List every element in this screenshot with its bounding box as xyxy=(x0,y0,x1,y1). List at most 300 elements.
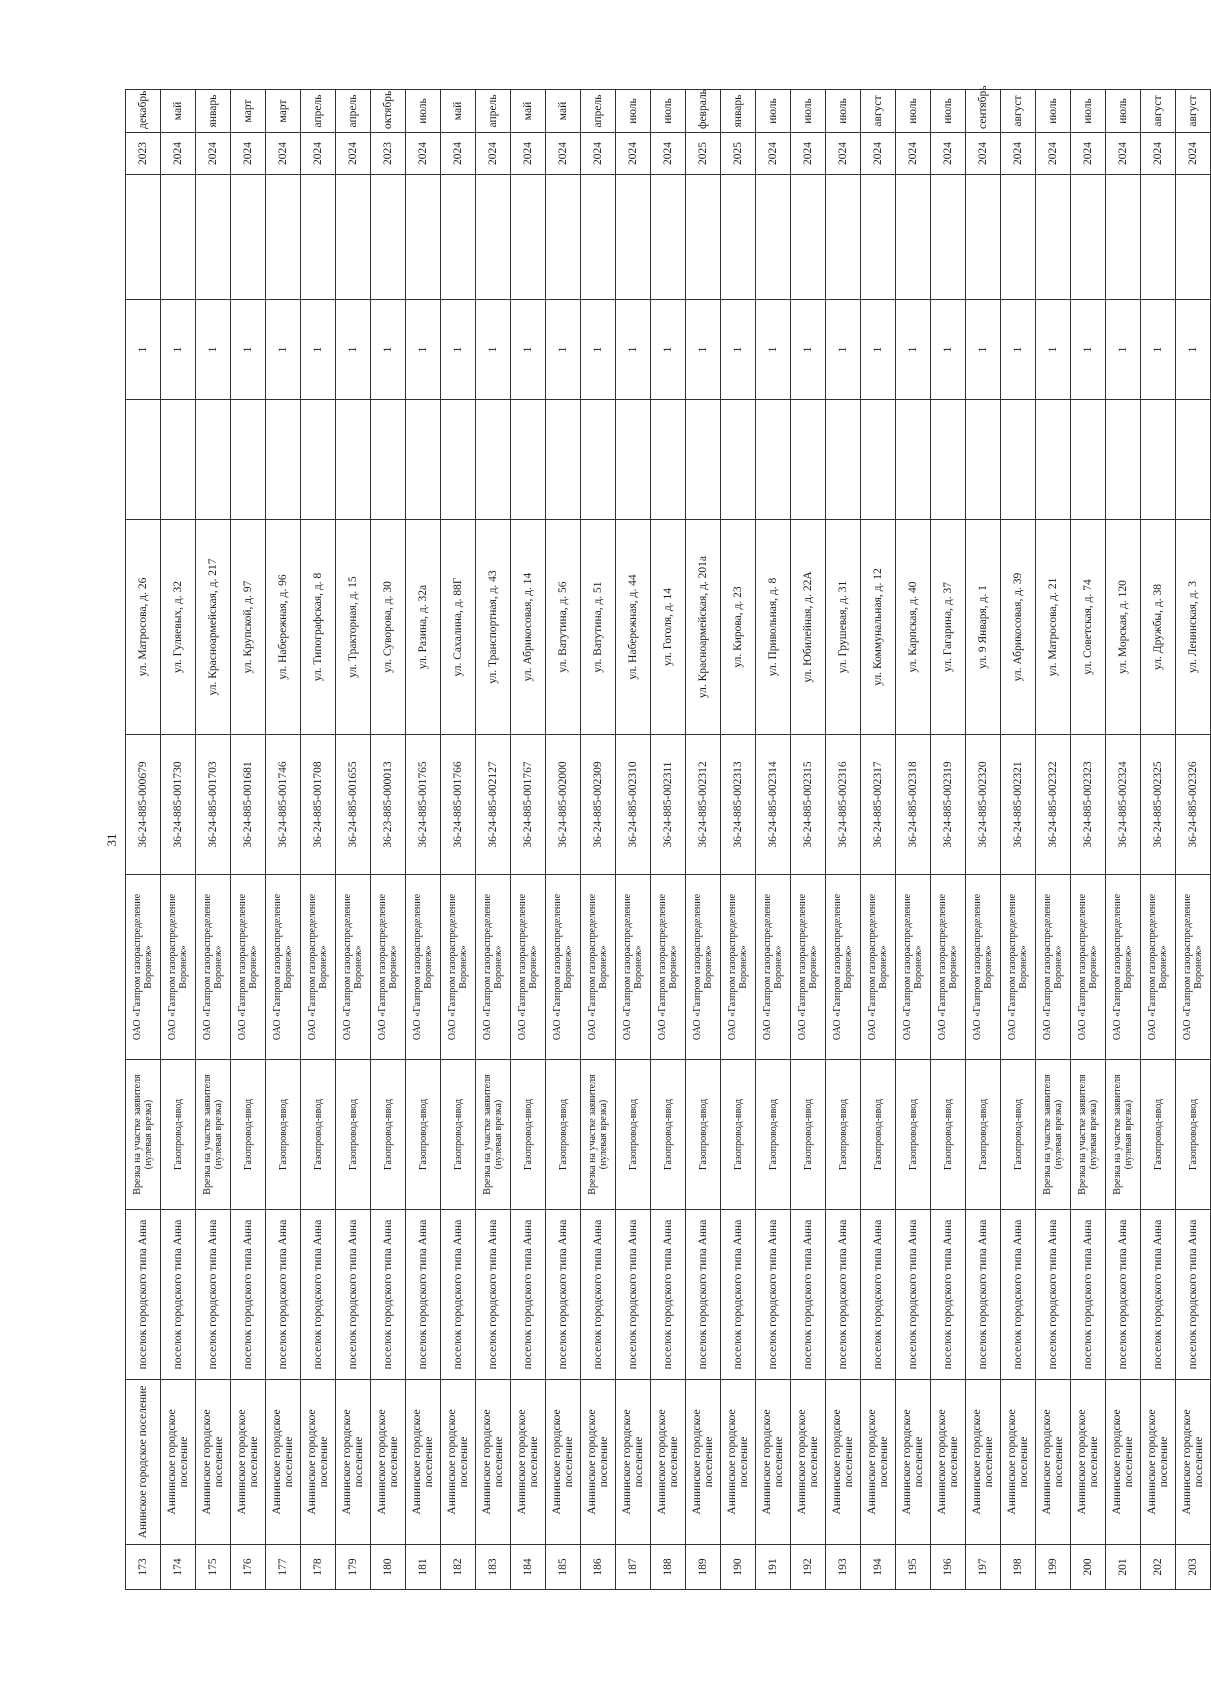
month-cell: июль xyxy=(1106,90,1141,133)
settlement-cell: Аннинское городское поселение xyxy=(406,1380,441,1545)
settlement-cell: Аннинское городское поселение xyxy=(616,1380,651,1545)
table-row xyxy=(896,90,931,1590)
connection-type-cell: Газопровод-ввод xyxy=(336,1060,371,1210)
connection-type-cell: Газопровод-ввод xyxy=(1176,1060,1211,1210)
organization-cell: ОАО «Газпром газораспределение Воронеж» xyxy=(441,875,476,1060)
row-number: 192 xyxy=(791,1545,826,1590)
organization-cell: ОАО «Газпром газораспределение Воронеж» xyxy=(301,875,336,1060)
quantity-cell: 1 xyxy=(651,300,686,400)
settlement-cell: Аннинское городское поселение xyxy=(196,1380,231,1545)
organization-cell: ОАО «Газпром газораспределение Воронеж» xyxy=(1001,875,1036,1060)
quantity-cell: 1 xyxy=(896,300,931,400)
locality-cell: поселок городского типа Анна xyxy=(791,1210,826,1380)
year-cell: 2024 xyxy=(161,133,196,175)
month-cell: апрель xyxy=(301,90,336,133)
connection-type-cell: Газопровод-ввод xyxy=(511,1060,546,1210)
code-cell: 36-23-885-000013 xyxy=(371,735,406,875)
connection-type-cell: Газопровод-ввод xyxy=(966,1060,1001,1210)
table-row xyxy=(231,90,266,1590)
code-cell: 36-24-885-002311 xyxy=(651,735,686,875)
table-body xyxy=(126,85,1211,1590)
organization-cell: ОАО «Газпром газораспределение Воронеж» xyxy=(1141,875,1176,1060)
locality-cell: поселок городского типа Анна xyxy=(616,1210,651,1380)
locality-cell: поселок городского типа Анна xyxy=(371,1210,406,1380)
empty-cell xyxy=(896,400,931,520)
row-number: 176 xyxy=(231,1545,266,1590)
address-cell: ул. Набережная, д. 44 xyxy=(616,520,651,735)
locality-cell: поселок городского типа Анна xyxy=(686,1210,721,1380)
locality-cell: поселок городского типа Анна xyxy=(196,1210,231,1380)
locality-cell: поселок городского типа Анна xyxy=(126,1210,161,1380)
code-cell: 36-24-885-001703 xyxy=(196,735,231,875)
table-row xyxy=(1106,90,1141,1590)
empty-cell xyxy=(1071,175,1106,300)
settlement-cell: Аннинское городское поселение xyxy=(931,1380,966,1545)
empty-cell xyxy=(651,175,686,300)
quantity-cell: 1 xyxy=(581,300,616,400)
year-cell: 2025 xyxy=(721,133,756,175)
table-row xyxy=(756,90,791,1590)
connection-type-cell: Врезка на участке заявителя (нулевая врезка) xyxy=(1036,1060,1071,1210)
month-cell: июль xyxy=(1071,90,1106,133)
row-number: 188 xyxy=(651,1545,686,1590)
year-cell: 2024 xyxy=(266,133,301,175)
row-number: 202 xyxy=(1141,1545,1176,1590)
row-number: 203 xyxy=(1176,1545,1211,1590)
locality-cell: поселок городского типа Анна xyxy=(161,1210,196,1380)
settlement-cell: Аннинское городское поселение xyxy=(791,1380,826,1545)
quantity-cell: 1 xyxy=(686,300,721,400)
row-number: 186 xyxy=(581,1545,616,1590)
empty-cell xyxy=(1176,175,1211,300)
settlement-cell: Аннинское городское поселение xyxy=(756,1380,791,1545)
quantity-cell: 1 xyxy=(931,300,966,400)
code-cell: 36-24-885-002127 xyxy=(476,735,511,875)
month-cell: февраль xyxy=(686,90,721,133)
organization-cell: ОАО «Газпром газораспределение Воронеж» xyxy=(721,875,756,1060)
year-cell: 2024 xyxy=(231,133,266,175)
quantity-cell: 1 xyxy=(791,300,826,400)
table-row xyxy=(686,90,721,1590)
organization-cell: ОАО «Газпром газораспределение Воронеж» xyxy=(931,875,966,1060)
month-cell: август xyxy=(1141,90,1176,133)
row-number: 173 xyxy=(126,1545,161,1590)
locality-cell: поселок городского типа Анна xyxy=(231,1210,266,1380)
row-number: 187 xyxy=(616,1545,651,1590)
year-cell: 2024 xyxy=(476,133,511,175)
quantity-cell: 1 xyxy=(301,300,336,400)
connection-type-cell: Газопровод-ввод xyxy=(161,1060,196,1210)
empty-cell xyxy=(756,175,791,300)
row-number: 182 xyxy=(441,1545,476,1590)
table-row xyxy=(966,90,1001,1590)
row-number: 180 xyxy=(371,1545,406,1590)
quantity-cell: 1 xyxy=(721,300,756,400)
month-cell: март xyxy=(266,90,301,133)
year-cell: 2024 xyxy=(1106,133,1141,175)
address-cell: ул. Абрикосовая, д. 14 xyxy=(511,520,546,735)
quantity-cell: 1 xyxy=(1071,300,1106,400)
connection-type-cell: Врезка на участке заявителя (нулевая врезка) xyxy=(1106,1060,1141,1210)
code-cell: 36-24-885-001766 xyxy=(441,735,476,875)
empty-cell xyxy=(966,175,1001,300)
row-number: 191 xyxy=(756,1545,791,1590)
locality-cell: поселок городского типа Анна xyxy=(721,1210,756,1380)
table-row xyxy=(511,90,546,1590)
empty-cell xyxy=(1071,400,1106,520)
row-number: 194 xyxy=(861,1545,896,1590)
quantity-cell: 1 xyxy=(616,300,651,400)
year-cell: 2023 xyxy=(126,133,161,175)
address-cell: ул. Гоголя, д. 14 xyxy=(651,520,686,735)
quantity-cell: 1 xyxy=(966,300,1001,400)
month-cell: октябрь xyxy=(371,90,406,133)
settlement-cell: Аннинское городское поселение xyxy=(861,1380,896,1545)
month-cell: июль xyxy=(651,90,686,133)
connection-type-cell: Газопровод-ввод xyxy=(1141,1060,1176,1210)
empty-cell xyxy=(546,400,581,520)
table-row xyxy=(616,90,651,1590)
year-cell: 2024 xyxy=(581,133,616,175)
quantity-cell: 1 xyxy=(1001,300,1036,400)
locality-cell: поселок городского типа Анна xyxy=(266,1210,301,1380)
empty-cell xyxy=(791,400,826,520)
locality-cell: поселок городского типа Анна xyxy=(406,1210,441,1380)
empty-cell xyxy=(126,400,161,520)
code-cell: 36-24-885-000679 xyxy=(126,735,161,875)
year-cell: 2024 xyxy=(931,133,966,175)
empty-cell xyxy=(476,175,511,300)
code-cell: 36-24-885-001655 xyxy=(336,735,371,875)
empty-cell xyxy=(826,175,861,300)
table-row xyxy=(406,90,441,1590)
quantity-cell: 1 xyxy=(1106,300,1141,400)
code-cell: 36-24-885-002316 xyxy=(826,735,861,875)
address-cell: ул. Набережная, д. 96 xyxy=(266,520,301,735)
address-cell: ул. Ватутина, д. 51 xyxy=(581,520,616,735)
month-cell: сентябрь xyxy=(966,90,1001,133)
empty-cell xyxy=(686,175,721,300)
quantity-cell: 1 xyxy=(231,300,266,400)
month-cell: июль xyxy=(931,90,966,133)
locality-cell: поселок городского типа Анна xyxy=(546,1210,581,1380)
row-number: 174 xyxy=(161,1545,196,1590)
settlement-cell: Аннинское городское поселение xyxy=(1071,1380,1106,1545)
empty-cell xyxy=(686,400,721,520)
locality-cell: поселок городского типа Анна xyxy=(826,1210,861,1380)
year-cell: 2023 xyxy=(371,133,406,175)
organization-cell: ОАО «Газпром газораспределение Воронеж» xyxy=(756,875,791,1060)
locality-cell: поселок городского типа Анна xyxy=(861,1210,896,1380)
table-row xyxy=(651,90,686,1590)
code-cell: 36-24-885-002322 xyxy=(1036,735,1071,875)
month-cell: май xyxy=(161,90,196,133)
code-cell: 36-24-885-002325 xyxy=(1141,735,1176,875)
month-cell: декабрь xyxy=(126,90,161,133)
address-cell: ул. Карпская, д. 40 xyxy=(896,520,931,735)
connection-type-cell: Газопровод-ввод xyxy=(231,1060,266,1210)
row-number: 196 xyxy=(931,1545,966,1590)
quantity-cell: 1 xyxy=(756,300,791,400)
code-cell: 36-24-885-002313 xyxy=(721,735,756,875)
rotated-table-container xyxy=(125,85,1205,1590)
month-cell: август xyxy=(861,90,896,133)
connection-type-cell: Газопровод-ввод xyxy=(826,1060,861,1210)
year-cell: 2024 xyxy=(896,133,931,175)
connection-type-cell: Газопровод-ввод xyxy=(616,1060,651,1210)
code-cell: 36-24-885-002312 xyxy=(686,735,721,875)
code-cell: 36-24-885-002326 xyxy=(1176,735,1211,875)
table-viewport xyxy=(125,85,1205,1590)
code-cell: 36-24-885-002309 xyxy=(581,735,616,875)
empty-cell xyxy=(266,400,301,520)
empty-cell xyxy=(231,175,266,300)
locality-cell: поселок городского типа Анна xyxy=(581,1210,616,1380)
organization-cell: ОАО «Газпром газораспределение Воронеж» xyxy=(336,875,371,1060)
table-row xyxy=(441,90,476,1590)
organization-cell: ОАО «Газпром газораспределение Воронеж» xyxy=(266,875,301,1060)
empty-cell xyxy=(1001,175,1036,300)
quantity-cell: 1 xyxy=(546,300,581,400)
row-number: 193 xyxy=(826,1545,861,1590)
empty-cell xyxy=(371,400,406,520)
table-row xyxy=(476,90,511,1590)
empty-cell xyxy=(336,175,371,300)
year-cell: 2024 xyxy=(1001,133,1036,175)
connection-type-cell: Газопровод-ввод xyxy=(546,1060,581,1210)
empty-cell xyxy=(861,175,896,300)
table-row xyxy=(161,90,196,1590)
table-row xyxy=(301,90,336,1590)
address-cell: ул. Крупской, д. 97 xyxy=(231,520,266,735)
empty-cell xyxy=(546,175,581,300)
empty-cell xyxy=(406,175,441,300)
quantity-cell: 1 xyxy=(826,300,861,400)
empty-cell xyxy=(266,175,301,300)
code-cell: 36-24-885-002323 xyxy=(1071,735,1106,875)
year-cell: 2024 xyxy=(546,133,581,175)
locality-cell: поселок городского типа Анна xyxy=(651,1210,686,1380)
organization-cell: ОАО «Газпром газораспределение Воронеж» xyxy=(966,875,1001,1060)
code-cell: 36-24-885-001730 xyxy=(161,735,196,875)
organization-cell: ОАО «Газпром газораспределение Воронеж» xyxy=(791,875,826,1060)
settlement-cell: Аннинское городское поселение xyxy=(1106,1380,1141,1545)
address-cell: ул. Морская, д. 120 xyxy=(1106,520,1141,735)
settlement-cell: Аннинское городское поселение xyxy=(686,1380,721,1545)
organization-cell: ОАО «Газпром газораспределение Воронеж» xyxy=(651,875,686,1060)
month-cell: август xyxy=(1176,90,1211,133)
year-cell: 2024 xyxy=(511,133,546,175)
organization-cell: ОАО «Газпром газораспределение Воронеж» xyxy=(826,875,861,1060)
table-row xyxy=(721,90,756,1590)
gas-connections-table xyxy=(125,85,1211,1590)
connection-type-cell: Газопровод-ввод xyxy=(301,1060,336,1210)
empty-cell xyxy=(581,175,616,300)
organization-cell: ОАО «Газпром газораспределение Воронеж» xyxy=(406,875,441,1060)
empty-cell xyxy=(651,400,686,520)
month-cell: июль xyxy=(406,90,441,133)
connection-type-cell: Газопровод-ввод xyxy=(896,1060,931,1210)
settlement-cell: Аннинское городское поселение xyxy=(966,1380,1001,1545)
address-cell: ул. Сахалина, д. 88Г xyxy=(441,520,476,735)
month-cell: май xyxy=(441,90,476,133)
empty-cell xyxy=(756,400,791,520)
address-cell: ул. 9 Января, д. 1 xyxy=(966,520,1001,735)
page-number: 31 xyxy=(104,833,119,847)
table-row xyxy=(1036,90,1071,1590)
connection-type-cell: Газопровод-ввод xyxy=(721,1060,756,1210)
quantity-cell: 1 xyxy=(861,300,896,400)
organization-cell: ОАО «Газпром газораспределение Воронеж» xyxy=(1036,875,1071,1060)
quantity-cell: 1 xyxy=(126,300,161,400)
connection-type-cell: Врезка на участке заявителя (нулевая врезка) xyxy=(476,1060,511,1210)
year-cell: 2024 xyxy=(1071,133,1106,175)
table-row xyxy=(581,90,616,1590)
connection-type-cell: Газопровод-ввод xyxy=(441,1060,476,1210)
code-cell: 36-24-885-002319 xyxy=(931,735,966,875)
address-cell: ул. Гагарина, д. 37 xyxy=(931,520,966,735)
month-cell: апрель xyxy=(581,90,616,133)
organization-cell: ОАО «Газпром газораспределение Воронеж» xyxy=(1071,875,1106,1060)
empty-cell xyxy=(441,400,476,520)
year-cell: 2024 xyxy=(406,133,441,175)
locality-cell: поселок городского типа Анна xyxy=(301,1210,336,1380)
connection-type-cell: Газопровод-ввод xyxy=(1001,1060,1036,1210)
address-cell: ул. Привольная, д. 8 xyxy=(756,520,791,735)
row-number: 199 xyxy=(1036,1545,1071,1590)
organization-cell: ОАО «Газпром газораспределение Воронеж» xyxy=(161,875,196,1060)
quantity-cell: 1 xyxy=(1141,300,1176,400)
empty-cell xyxy=(581,400,616,520)
locality-cell: поселок городского типа Анна xyxy=(1036,1210,1071,1380)
empty-cell xyxy=(1036,175,1071,300)
address-cell: ул. Абрикосовая, д. 39 xyxy=(1001,520,1036,735)
empty-cell xyxy=(441,175,476,300)
code-cell: 36-24-885-002000 xyxy=(546,735,581,875)
address-cell: ул. Тракторная, д. 15 xyxy=(336,520,371,735)
row-number: 175 xyxy=(196,1545,231,1590)
empty-cell xyxy=(1141,175,1176,300)
address-cell: ул. Советская, д. 74 xyxy=(1071,520,1106,735)
empty-cell xyxy=(1176,400,1211,520)
row-number: 178 xyxy=(301,1545,336,1590)
empty-cell xyxy=(301,175,336,300)
settlement-cell: Аннинское городское поселение xyxy=(721,1380,756,1545)
month-cell: июль xyxy=(826,90,861,133)
quantity-cell: 1 xyxy=(406,300,441,400)
code-cell: 36-24-885-002310 xyxy=(616,735,651,875)
year-cell: 2024 xyxy=(861,133,896,175)
year-cell: 2024 xyxy=(1036,133,1071,175)
settlement-cell: Аннинское городское поселение xyxy=(581,1380,616,1545)
table-row xyxy=(791,90,826,1590)
year-cell: 2024 xyxy=(966,133,1001,175)
organization-cell: ОАО «Газпром газораспределение Воронеж» xyxy=(231,875,266,1060)
organization-cell: ОАО «Газпром газораспределение Воронеж» xyxy=(581,875,616,1060)
month-cell: апрель xyxy=(336,90,371,133)
month-cell: январь xyxy=(721,90,756,133)
organization-cell: ОАО «Газпром газораспределение Воронеж» xyxy=(511,875,546,1060)
month-cell: июль xyxy=(896,90,931,133)
address-cell: ул. Гуляевых, д. 32 xyxy=(161,520,196,735)
organization-cell: ОАО «Газпром газораспределение Воронеж» xyxy=(686,875,721,1060)
code-cell: 36-24-885-001767 xyxy=(511,735,546,875)
empty-cell xyxy=(931,400,966,520)
table-row xyxy=(196,90,231,1590)
settlement-cell: Аннинское городское поселение xyxy=(826,1380,861,1545)
empty-cell xyxy=(721,400,756,520)
empty-cell xyxy=(511,400,546,520)
code-cell: 36-24-885-001681 xyxy=(231,735,266,875)
empty-cell xyxy=(966,400,1001,520)
empty-cell xyxy=(336,400,371,520)
empty-cell xyxy=(1001,400,1036,520)
empty-cell xyxy=(1036,400,1071,520)
empty-cell xyxy=(1106,175,1141,300)
quantity-cell: 1 xyxy=(336,300,371,400)
connection-type-cell: Газопровод-ввод xyxy=(861,1060,896,1210)
empty-cell xyxy=(826,400,861,520)
empty-cell xyxy=(1141,400,1176,520)
empty-cell xyxy=(161,400,196,520)
empty-cell xyxy=(196,175,231,300)
address-cell: ул. Красноармейская, д. 201а xyxy=(686,520,721,735)
table-row xyxy=(1071,90,1106,1590)
table-row xyxy=(126,90,161,1590)
code-cell: 36-24-885-002318 xyxy=(896,735,931,875)
table-row xyxy=(371,90,406,1590)
quantity-cell: 1 xyxy=(371,300,406,400)
table-row xyxy=(931,90,966,1590)
settlement-cell: Аннинское городское поселение xyxy=(511,1380,546,1545)
row-number: 184 xyxy=(511,1545,546,1590)
code-cell: 36-24-885-002315 xyxy=(791,735,826,875)
table-row xyxy=(1176,90,1211,1590)
address-cell: ул. Грушевая, д. 31 xyxy=(826,520,861,735)
connection-type-cell: Врезка на участке заявителя (нулевая врезка) xyxy=(196,1060,231,1210)
locality-cell: поселок городского типа Анна xyxy=(1001,1210,1036,1380)
row-number: 195 xyxy=(896,1545,931,1590)
locality-cell: поселок городского типа Анна xyxy=(1071,1210,1106,1380)
quantity-cell: 1 xyxy=(441,300,476,400)
settlement-cell: Аннинское городское поселение xyxy=(546,1380,581,1545)
organization-cell: ОАО «Газпром газораспределение Воронеж» xyxy=(1106,875,1141,1060)
row-number: 189 xyxy=(686,1545,721,1590)
table-row xyxy=(826,90,861,1590)
settlement-cell: Аннинское городское поселение xyxy=(266,1380,301,1545)
settlement-cell: Анинское городское поселение xyxy=(126,1380,161,1545)
organization-cell: ОАО «Газпром газораспределение Воронеж» xyxy=(546,875,581,1060)
settlement-cell: Аннинское городское поселение xyxy=(1036,1380,1071,1545)
settlement-cell: Аннинское городское поселение xyxy=(161,1380,196,1545)
quantity-cell: 1 xyxy=(476,300,511,400)
row-number: 197 xyxy=(966,1545,1001,1590)
settlement-cell: Аннинское городское поселение xyxy=(336,1380,371,1545)
row-number: 201 xyxy=(1106,1545,1141,1590)
organization-cell: ОАО «Газпром газораспределение Воронеж» xyxy=(126,875,161,1060)
month-cell: август xyxy=(1001,90,1036,133)
address-cell: ул. Коммунальная, д. 12 xyxy=(861,520,896,735)
code-cell: 36-24-885-001746 xyxy=(266,735,301,875)
settlement-cell: Аннинское городское поселение xyxy=(896,1380,931,1545)
empty-cell xyxy=(126,175,161,300)
empty-cell xyxy=(616,175,651,300)
settlement-cell: Аннинское городское поселение xyxy=(1141,1380,1176,1545)
connection-type-cell: Врезка на участке заявителя (нулевая врезка) xyxy=(581,1060,616,1210)
connection-type-cell: Врезка на участке заявителя (нулевая врезка) xyxy=(126,1060,161,1210)
year-cell: 2024 xyxy=(336,133,371,175)
table-row xyxy=(1141,90,1176,1590)
